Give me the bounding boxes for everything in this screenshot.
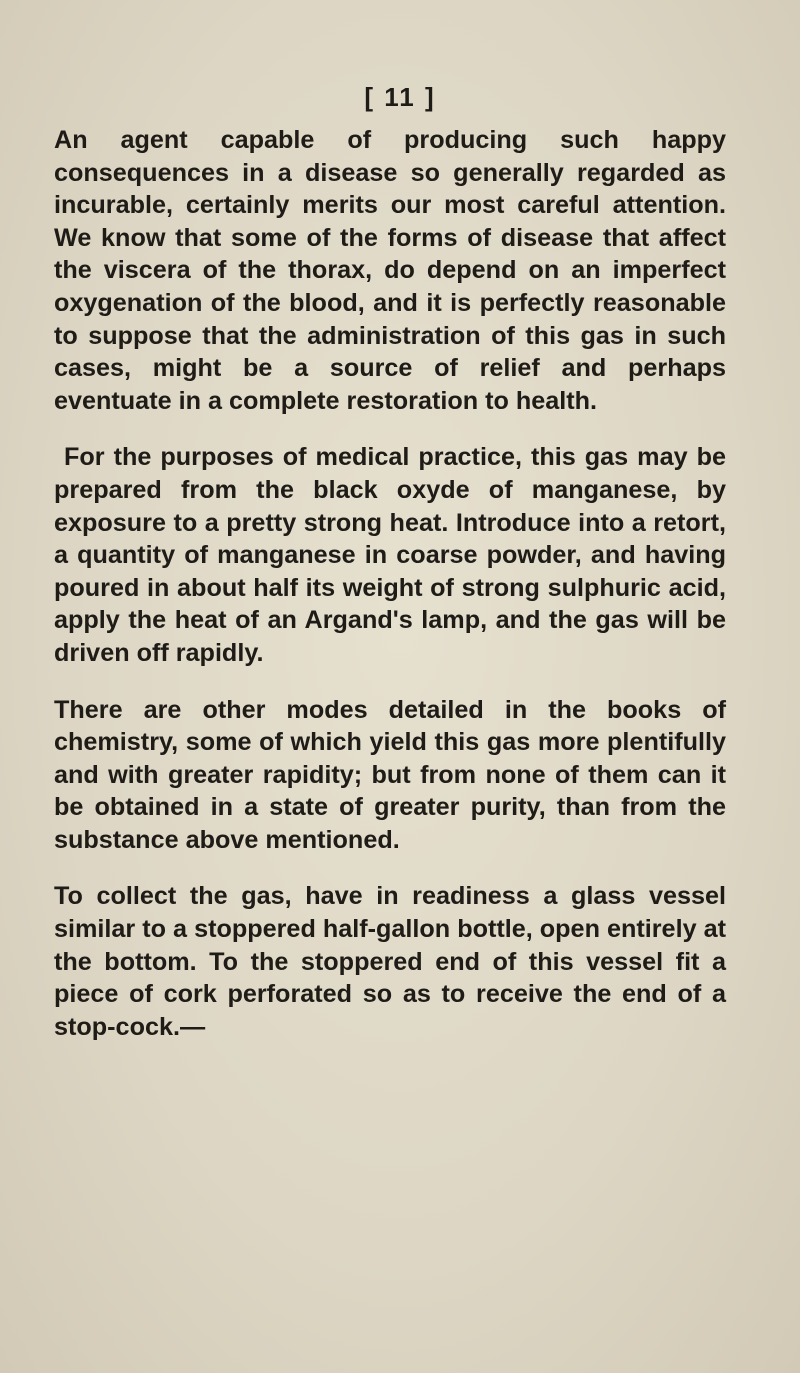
paragraph-3: There are other modes detailed in the books of chemistry, some of which yield this gas more plentifully and with greater rapidity; but from none of them can it be obtained in a state of greater purity, than from the substance above mentioned.	[54, 695, 726, 854]
body-text	[54, 124, 726, 1067]
paragraph-2: For the purposes of medical practice, this gas may be prepared from the black oxyde of manganese, by exposure to a pretty strong heat. Introduce into a retort, a quantity of manganese in coarse powder, and having poured in about half its weight of strong sulphuric acid, apply the heat of an Argand's lamp, and the gas will be driven off rapidly.	[54, 443, 726, 667]
page-number: [ 11 ]	[364, 82, 436, 112]
paragraph-4: To collect the gas, have in readiness a glass vessel similar to a stoppered half-gallon bottle, open entirely at the bottom. To the stoppered end of this vessel fit a piece of cork perforated so as to receive the end of a stop-cock.—	[54, 882, 726, 1041]
paragraph-1: An agent capable of producing such happy consequences in a disease so generally regarded as incurable, certainly merits our most careful attention. We know that some of the forms of disease that affect the viscera of the thorax, do depend on an imperfect oxygenation of the blood, and it is perfectly reasonable to suppose that the administration of this gas in such cases, might be a source of relief and perhaps eventuate in a complete restoration to health.	[54, 126, 726, 415]
